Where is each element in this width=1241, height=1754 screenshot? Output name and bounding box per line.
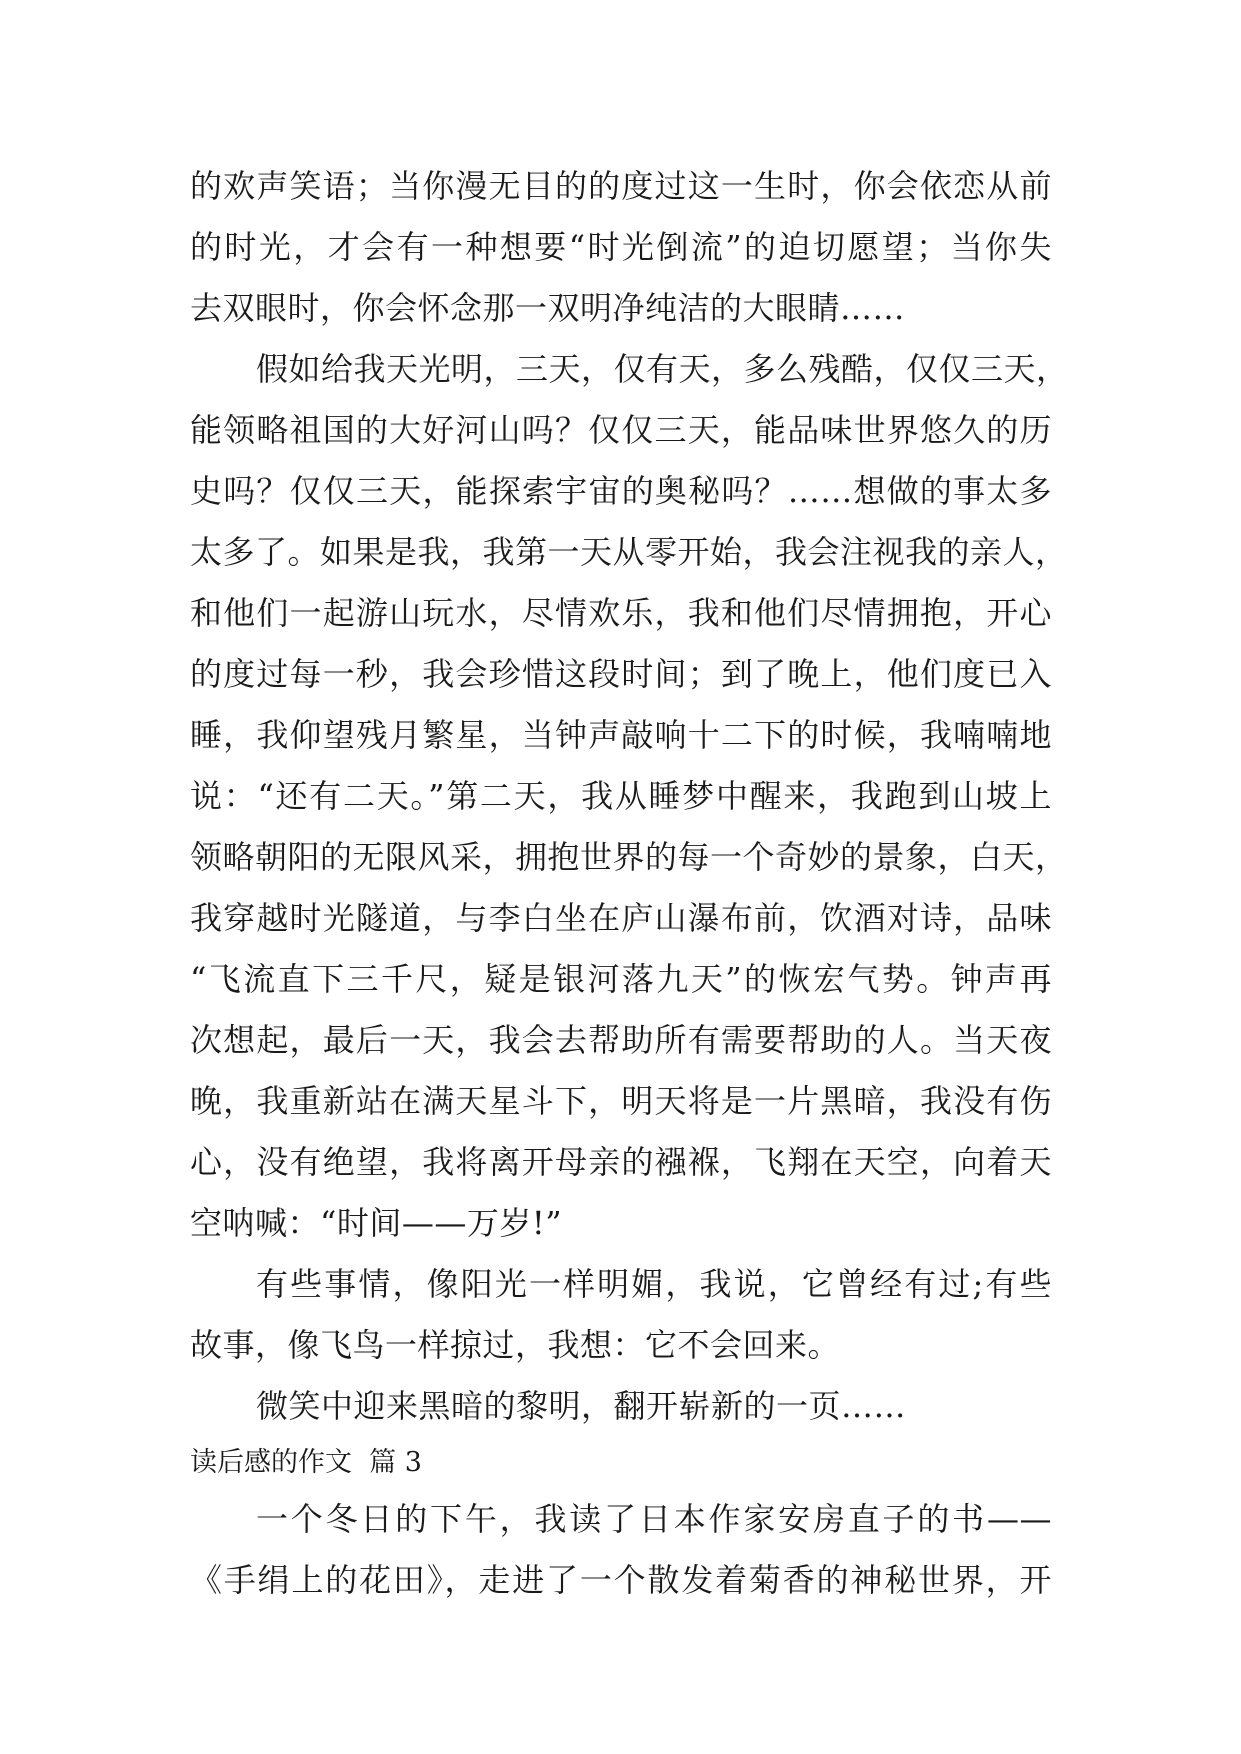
text-line: 《手绢上的花田》，走进了一个散发着菊香的神秘世界，开 [190, 1561, 1052, 1599]
text-line: 有些事情，像阳光一样明媚，我说，它曾经有过;有些 [256, 1265, 1052, 1303]
text-line: 心，没有绝望，我将离开母亲的襁褓，飞翔在天空，向着天 [190, 1143, 1052, 1181]
text-line: 去双眼时，你会怀念那一双明净纯洁的大眼睛…… [190, 289, 906, 327]
text-line: 史吗？仅仅三天，能探索宇宙的奥秘吗？……想做的事太多 [190, 472, 1052, 510]
text-line: 次想起，最后一天，我会去帮助所有需要帮助的人。当天夜 [190, 1021, 1052, 1059]
text-line: 故事，像飞鸟一样掠过，我想：它不会回来。 [190, 1326, 841, 1364]
text-line: 微笑中迎来黑暗的黎明，翻开崭新的一页…… [256, 1387, 907, 1425]
text-line: 说：“还有二天。”第二天，我从睡梦中醒来，我跑到山坡上 [190, 777, 1052, 815]
text-line: “飞流直下三千尺，疑是银河落九天”的恢宏气势。钟声再 [190, 960, 1052, 998]
section-heading: 读后感的作文 篇 3 [190, 1447, 422, 1478]
text-line: 的欢声笑语；当你漫无目的的度过这一生时，你会依恋从前 [190, 167, 1052, 205]
text-line: 领略朝阳的无限风采，拥抱世界的每一个奇妙的景象，白天， [190, 838, 1068, 876]
text-line: 的时光，才会有一种想要“时光倒流”的迫切愿望；当你失 [190, 228, 1052, 266]
text-line: 能领略祖国的大好河山吗？仅仅三天，能品味世界悠久的历 [190, 411, 1052, 449]
text-line: 晚，我重新站在满天星斗下，明天将是一片黑暗，我没有伤 [190, 1082, 1052, 1120]
text-line: 太多了。如果是我，我第一天从零开始，我会注视我的亲人， [190, 533, 1068, 571]
text-line: 一个冬日的下午，我读了日本作家安房直子的书—— [256, 1500, 1052, 1538]
text-line: 我穿越时光隧道，与李白坐在庐山瀑布前，饮酒对诗，品味 [190, 899, 1052, 937]
text-line: 的度过每一秒，我会珍惜这段时间；到了晚上，他们度已入 [190, 655, 1052, 693]
document-page [190, 156, 1069, 1611]
text-line: 睡，我仰望残月繁星，当钟声敲响十二下的时候，我喃喃地 [190, 716, 1052, 754]
text-line: 和他们一起游山玩水，尽情欢乐，我和他们尽情拥抱，开心 [190, 594, 1052, 632]
text-line: 假如给我天光明，三天，仅有天，多么残酷，仅仅三天， [256, 350, 1069, 388]
text-line: 空呐喊：“时间——万岁!” [190, 1204, 563, 1242]
